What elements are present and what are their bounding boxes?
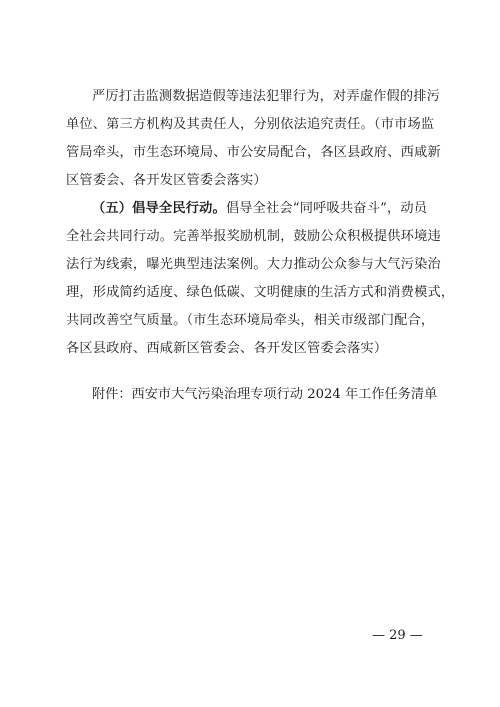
para2-heading: （五）倡导全民行动。 [92,201,226,216]
para1-line1: 严厉打击监测数据造假等违法犯罪行为，对弄虚作假的排污 [92,89,441,104]
page-number: — 29 — [372,628,423,643]
para1-line2: 单位、第三方机构及其责任人，分别依法追究责任。（市市场监 [66,117,435,132]
para2-line6: 各区县政府、西咸新区管委会、各开发区管委会落实） [66,341,388,356]
para1-line3: 管局牵头，市生态环境局、市公安局配合，各区县政府、西咸新 [66,145,441,160]
para2-line3: 法行为线索，曝光典型违法案例。大力推动公众参与大气污染治 [66,257,441,272]
para2-line5: 共同改善空气质量。（市生态环境局牵头，相关市级部门配合， [66,313,435,328]
para2-line4: 理，形成简约适度、绿色低碳、文明健康的生活方式和消费模式， [66,285,455,300]
attachment-line: 附件：西安市大气污染治理专项行动 2024 年工作任务清单 [92,387,438,402]
para2-line1-text: 倡导全社会“同呼吸共奋斗”，动员 [225,201,428,216]
para2-line2: 全社会共同行动。完善举报奖励机制，鼓励公众积极提供环境违 [66,229,441,244]
para2-line1 [92,198,427,220]
para1-line4: 区管委会、各开发区管委会落实） [66,173,267,188]
